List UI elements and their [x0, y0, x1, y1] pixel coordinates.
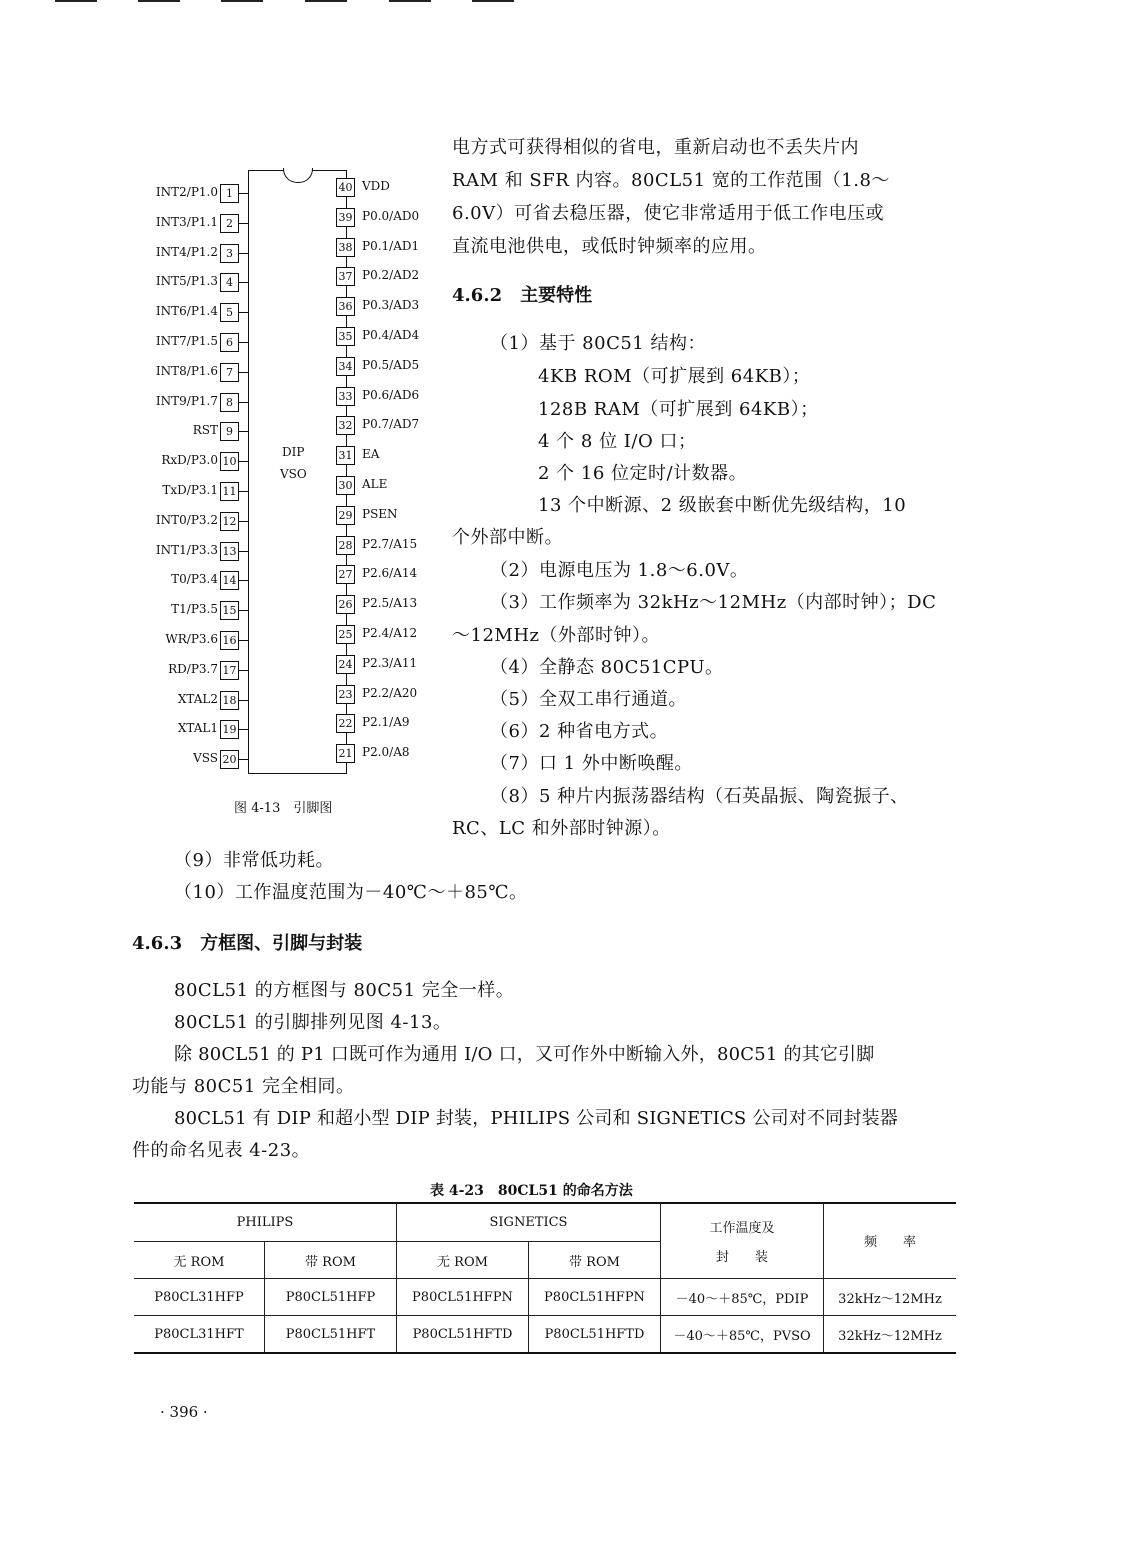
body-line-1: 80CL51 的方框图与 80C51 完全一样。 — [174, 980, 515, 1001]
left-pin-lead — [239, 342, 248, 343]
left-pin-number: 1 — [220, 184, 239, 203]
left-pin-label: INT4/P1.2 — [155, 244, 218, 259]
cell-temp-package: －40～＋85℃，PDIP — [661, 1279, 824, 1316]
left-pin-number: 3 — [220, 244, 239, 263]
feature-1: （1）基于 80C51 结构： — [490, 333, 706, 354]
left-pin-label: TxD/P3.1 — [162, 483, 218, 497]
header-rule-6 — [472, 0, 514, 2]
right-pin-label: P0.3/AD3 — [362, 298, 420, 313]
cell-signetics-no-rom: P80CL51HFTD — [397, 1316, 529, 1354]
feature-1c: 4 个 8 位 I/O 口； — [538, 431, 697, 452]
right-pin-number: 27 — [336, 565, 355, 584]
left-pin-label: INT3/P1.1 — [155, 214, 218, 229]
left-pin-lead — [239, 551, 248, 552]
right-pin-label: PSEN — [362, 506, 398, 521]
left-pin-number: 13 — [220, 542, 239, 561]
right-pin-label: P2.4/A12 — [362, 626, 418, 640]
right-pin-number: 32 — [336, 416, 355, 435]
right-pin-label: P0.6/AD6 — [362, 387, 420, 402]
right-pin-label: P0.0/AD0 — [362, 208, 420, 223]
right-pin-label: P0.1/AD1 — [362, 238, 420, 253]
left-pin-label: RD/P3.7 — [168, 661, 218, 676]
header-no-rom-philips: 无 ROM — [134, 1242, 265, 1279]
left-pin-label: INT6/P1.4 — [155, 304, 218, 319]
feature-4: （4）全静态 80C51CPU。 — [490, 657, 724, 678]
page-number: · 396 · — [160, 1403, 208, 1421]
left-pin-label: RST — [192, 423, 218, 438]
right-pin-number: 35 — [336, 327, 355, 346]
feature-1b: 128B RAM（可扩展到 64KB）； — [538, 399, 819, 420]
left-pin-number: 20 — [220, 750, 239, 769]
cell-philips-rom: P80CL51HFT — [265, 1316, 397, 1354]
left-pin-label: INT7/P1.5 — [155, 334, 218, 348]
naming-table — [134, 1203, 956, 1354]
left-pin-number: 17 — [220, 661, 239, 680]
left-pin-number: 5 — [220, 303, 239, 322]
left-pin-number: 14 — [220, 571, 239, 590]
right-pin-number: 25 — [336, 625, 355, 644]
right-pin-number: 23 — [336, 685, 355, 704]
right-pin-number: 31 — [336, 446, 355, 465]
left-pin-number: 9 — [220, 422, 239, 441]
left-pin-label: XTAL2 — [177, 691, 218, 706]
right-pin-label: P0.5/AD5 — [362, 357, 420, 372]
right-pin-label: ALE — [362, 477, 388, 491]
left-pin-number: 8 — [220, 393, 239, 412]
right-pin-label: P2.6/A14 — [362, 566, 418, 581]
left-pin-number: 4 — [220, 273, 239, 292]
para1-line1: 电方式可获得相似的省电，重新启动也不丢失片内 — [452, 137, 859, 158]
right-pin-number: 22 — [336, 714, 355, 733]
left-pin-number: 10 — [220, 452, 239, 471]
right-pin-label: P0.4/AD4 — [362, 328, 420, 342]
right-pin-number: 40 — [336, 178, 355, 197]
right-pin-number: 36 — [336, 297, 355, 316]
para1-line3: 6.0V）可省去稳压器，使它非常适用于低工作电压或 — [452, 203, 885, 224]
left-pin-number: 11 — [220, 482, 239, 501]
cell-signetics-no-rom: P80CL51HFPN — [397, 1279, 529, 1316]
right-pin-label: P2.1/A9 — [362, 715, 410, 730]
left-pin-lead — [239, 610, 248, 611]
left-pin-label: INT1/P3.3 — [155, 542, 218, 557]
right-pin-number: 30 — [336, 476, 355, 495]
left-pin-lead — [239, 729, 248, 730]
right-pin-label: P0.2/AD2 — [362, 268, 420, 283]
chip-label-vso: VSO — [280, 467, 307, 481]
feature-2: （2）电源电压为 1.8～6.0V。 — [490, 560, 749, 581]
chip-label-dip: DIP — [282, 445, 305, 459]
right-pin-label: VDD — [362, 179, 390, 193]
left-pin-lead — [239, 521, 248, 522]
header-rule-1 — [55, 0, 97, 2]
left-pin-label: INT2/P1.0 — [155, 185, 218, 199]
left-pin-number: 19 — [220, 720, 239, 739]
left-pin-lead — [239, 640, 248, 641]
left-pin-number: 16 — [220, 631, 239, 650]
body-line-3: 除 80CL51 的 P1 口既可作为通用 I/O 口，又可作外中断输入外，80C51 的其它引脚 — [174, 1044, 875, 1065]
feature-7: （7）口 1 外中断唤醒。 — [490, 753, 693, 774]
left-pin-lead — [239, 402, 248, 403]
feature-10: （10）工作温度范围为－40℃～＋85℃。 — [174, 882, 528, 903]
right-pin-label: P2.3/A11 — [362, 655, 418, 670]
left-pin-lead — [239, 431, 248, 432]
left-pin-lead — [239, 759, 248, 760]
feature-1d: 2 个 16 位定时/计数器。 — [538, 463, 748, 484]
header-temp-package — [661, 1203, 824, 1279]
right-pin-label: EA — [362, 447, 380, 462]
section-heading-462: 4.6.2 主要特性 — [452, 285, 593, 306]
left-pin-label: INT5/P1.3 — [155, 274, 218, 289]
left-pin-label: INT0/P3.2 — [155, 512, 218, 527]
right-pin-number: 28 — [336, 536, 355, 555]
header-rom-signetics: 带 ROM — [529, 1242, 661, 1279]
table-row — [134, 1316, 956, 1354]
body-line-3-cont: 功能与 80C51 完全相同。 — [132, 1076, 355, 1097]
header-temp-line1: 工作温度及 — [709, 1220, 775, 1236]
body-line-4: 80CL51 有 DIP 和超小型 DIP 封装，PHILIPS 公司和 SIGNETICS 公司对不同封装器 — [174, 1108, 898, 1129]
feature-8: （8）5 种片内振荡器结构（石英晶振、陶瓷振子、 — [490, 786, 909, 807]
feature-9: （9）非常低功耗。 — [174, 850, 334, 871]
header-rom-philips: 带 ROM — [265, 1242, 397, 1279]
feature-5: （5）全双工串行通道。 — [490, 689, 687, 710]
cell-frequency: 32kHz～12MHz — [824, 1316, 957, 1354]
table-header-row-1 — [134, 1203, 956, 1242]
left-pin-number: 18 — [220, 691, 239, 710]
cell-philips-no-rom: P80CL31HFT — [134, 1316, 265, 1354]
para1-line2: RAM 和 SFR 内容。80CL51 宽的工作范围（1.8～ — [452, 170, 890, 191]
right-pin-label: P2.2/A20 — [362, 685, 418, 700]
right-pin-number: 34 — [336, 357, 355, 376]
header-rule-4 — [305, 0, 347, 2]
cell-philips-no-rom: P80CL31HFP — [134, 1279, 265, 1316]
header-philips: PHILIPS — [134, 1203, 397, 1242]
left-pin-lead — [239, 461, 248, 462]
right-pin-label: P2.5/A13 — [362, 596, 418, 611]
left-pin-lead — [239, 491, 248, 492]
cell-frequency: 32kHz～12MHz — [824, 1279, 957, 1316]
cell-philips-rom: P80CL51HFP — [265, 1279, 397, 1316]
header-rule-3 — [221, 0, 263, 2]
table-caption: 表 4-23 80CL51 的命名方法 — [430, 1183, 633, 1199]
left-pin-label: RxD/P3.0 — [161, 453, 218, 468]
left-pin-lead — [239, 223, 248, 224]
left-pin-lead — [239, 372, 248, 373]
cell-signetics-rom: P80CL51HFPN — [529, 1279, 661, 1316]
left-pin-number: 12 — [220, 512, 239, 531]
right-pin-label: P0.7/AD7 — [362, 417, 420, 432]
left-pin-lead — [239, 193, 248, 194]
left-pin-label: XTAL1 — [177, 721, 218, 736]
table-row — [134, 1279, 956, 1316]
header-temp-line2: 封 装 — [715, 1249, 768, 1265]
left-pin-lead — [239, 312, 248, 313]
left-pin-label: INT8/P1.6 — [155, 363, 218, 378]
section-heading-463: 4.6.3 方框图、引脚与封装 — [132, 933, 363, 954]
left-pin-label: VSS — [193, 751, 218, 766]
left-pin-label: WR/P3.6 — [165, 632, 218, 646]
body-line-2: 80CL51 的引脚排列见图 4-13。 — [174, 1012, 452, 1033]
feature-3-cont: ～12MHz（外部时钟）。 — [452, 625, 661, 646]
right-pin-label: P2.7/A15 — [362, 536, 418, 551]
left-pin-lead — [239, 580, 248, 581]
left-pin-lead — [239, 253, 248, 254]
cell-signetics-rom: P80CL51HFTD — [529, 1316, 661, 1354]
right-pin-number: 24 — [336, 655, 355, 674]
header-frequency: 频 率 — [824, 1203, 957, 1279]
right-pin-number: 21 — [336, 744, 355, 763]
figure-caption: 图 4-13 引脚图 — [234, 801, 333, 816]
right-pin-number: 39 — [336, 208, 355, 227]
left-pin-lead — [239, 282, 248, 283]
feature-1e-cont: 个外部中断。 — [452, 527, 563, 548]
right-pin-number: 26 — [336, 595, 355, 614]
right-pin-number: 29 — [336, 506, 355, 525]
left-pin-lead — [239, 670, 248, 671]
right-pin-number: 33 — [336, 387, 355, 406]
left-pin-number: 7 — [220, 363, 239, 382]
left-pin-label: T0/P3.4 — [171, 572, 218, 587]
header-rule-2 — [138, 0, 180, 2]
para1-line4: 直流电池供电，或低时钟频率的应用。 — [452, 236, 767, 257]
left-pin-number: 15 — [220, 601, 239, 620]
left-pin-number: 6 — [220, 333, 239, 352]
right-pin-number: 38 — [336, 238, 355, 257]
feature-3: （3）工作频率为 32kHz～12MHz（内部时钟）；DC — [490, 592, 937, 613]
left-pin-lead — [239, 700, 248, 701]
header-no-rom-signetics: 无 ROM — [397, 1242, 529, 1279]
right-pin-number: 37 — [336, 267, 355, 286]
feature-8-cont: RC、LC 和外部时钟源）。 — [452, 818, 671, 839]
feature-6: （6）2 种省电方式。 — [490, 721, 669, 742]
left-pin-number: 2 — [220, 214, 239, 233]
header-signetics: SIGNETICS — [397, 1203, 661, 1242]
left-pin-label: T1/P3.5 — [171, 602, 218, 617]
feature-1e: 13 个中断源、2 级嵌套中断优先级结构，10 — [538, 495, 907, 516]
body-line-4-cont: 件的命名见表 4-23。 — [132, 1140, 311, 1161]
header-rule-5 — [389, 0, 431, 2]
cell-temp-package: －40～＋85℃，PVSO — [661, 1316, 824, 1354]
left-pin-label: INT9/P1.7 — [155, 393, 218, 408]
right-pin-label: P2.0/A8 — [362, 745, 410, 760]
feature-1a: 4KB ROM（可扩展到 64KB）； — [538, 366, 811, 387]
pinout-figure — [140, 165, 440, 815]
